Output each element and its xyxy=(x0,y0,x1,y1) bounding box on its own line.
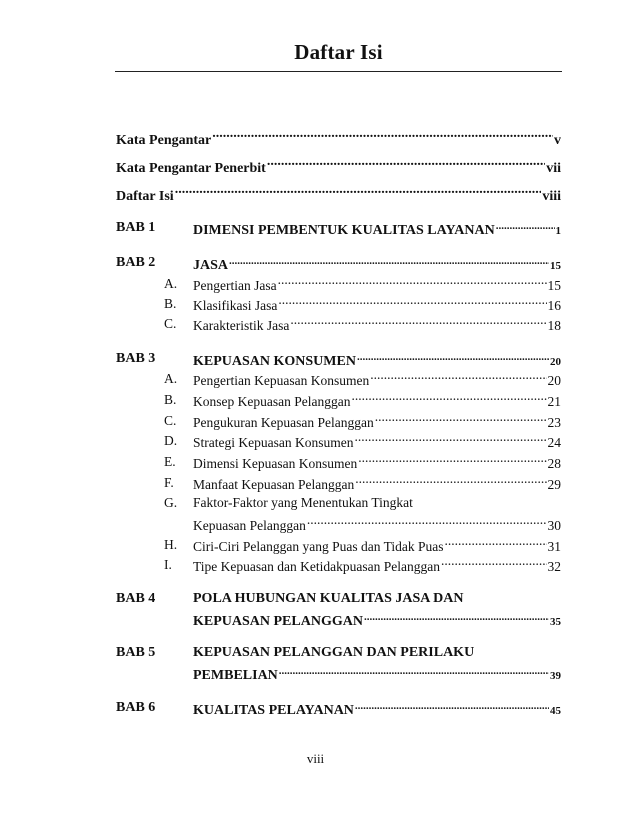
chapter-title: JASA xyxy=(193,258,229,273)
chapter-page: 15 xyxy=(550,260,561,272)
toc-section[interactable] xyxy=(193,413,561,431)
leader-dots xyxy=(496,220,555,234)
section-letter: F. xyxy=(164,475,174,490)
toc-entry-daftar-isi[interactable] xyxy=(116,186,561,205)
toc-entry-page: viii xyxy=(542,189,561,204)
toc-entry-label: Kata Pengantar Penerbit xyxy=(116,161,266,176)
section-title: Dimensi Kepuasan Konsumen xyxy=(193,455,358,471)
section-title-line2: Kepuasan Pelanggan xyxy=(193,517,306,533)
leader-dots xyxy=(175,186,542,200)
section-page: 20 xyxy=(547,372,561,388)
section-letter: A. xyxy=(164,276,178,291)
leader-dots xyxy=(278,296,546,310)
leader-dots xyxy=(355,700,549,714)
chapter-title-line2: KEPUASAN PELANGGAN xyxy=(193,614,363,629)
leader-dots xyxy=(267,158,545,172)
leader-dots xyxy=(370,371,546,385)
leader-dots xyxy=(357,351,549,365)
section-page: 28 xyxy=(547,455,561,471)
section-letter: I. xyxy=(164,557,172,572)
section-title-line1: Faktor-Faktor yang Menentukan Tingkat xyxy=(193,495,413,510)
toc-section[interactable] xyxy=(193,475,561,493)
leader-dots xyxy=(354,433,546,447)
chapter-page: 20 xyxy=(550,356,561,368)
leader-dots xyxy=(212,130,553,144)
toc-section[interactable] xyxy=(193,371,561,389)
toc-entry-kata-pengantar-penerbit[interactable] xyxy=(116,158,561,177)
section-title: Pengertian Kepuasan Konsumen xyxy=(193,372,370,388)
toc-section[interactable] xyxy=(193,433,561,451)
section-page: 24 xyxy=(547,434,561,450)
chapter-number: BAB 6 xyxy=(116,700,156,715)
toc-section[interactable] xyxy=(193,557,561,575)
section-title: Strategi Kepuasan Konsumen xyxy=(193,434,354,450)
toc-chapter-6[interactable] xyxy=(193,700,561,719)
section-letter: E. xyxy=(164,454,176,469)
section-page: 30 xyxy=(547,517,561,533)
section-page: 21 xyxy=(547,393,561,409)
section-title: Pengukuran Kepuasan Pelanggan xyxy=(193,414,374,430)
chapter-title: DIMENSI PEMBENTUK KUALITAS LAYANAN xyxy=(193,223,495,238)
leader-dots xyxy=(358,454,546,468)
toc-section[interactable] xyxy=(193,392,561,410)
leader-dots xyxy=(355,475,546,489)
page-title: Daftar Isi xyxy=(294,40,383,64)
toc-chapter-1[interactable] xyxy=(193,220,561,239)
toc-entry-label: Daftar Isi xyxy=(116,189,174,204)
section-title: Tipe Kepuasan dan Ketidakpuasan Pelanggan xyxy=(193,558,440,574)
leader-dots xyxy=(375,413,547,427)
title-underline xyxy=(115,71,562,72)
chapter-number: BAB 1 xyxy=(116,220,156,235)
chapter-title: KUALITAS PELAYANAN xyxy=(193,703,354,718)
leader-dots xyxy=(441,557,547,571)
toc-section[interactable] xyxy=(193,537,561,555)
leader-dots xyxy=(351,392,546,406)
section-page: 18 xyxy=(547,317,561,333)
toc-section[interactable] xyxy=(193,454,561,472)
chapter-title-line1: POLA HUBUNGAN KUALITAS JASA DAN xyxy=(193,591,464,606)
section-letter: D. xyxy=(164,433,178,448)
section-page: 16 xyxy=(547,297,561,313)
page-number: viii xyxy=(306,751,325,766)
section-page: 31 xyxy=(547,538,561,554)
leader-dots xyxy=(278,276,547,290)
section-title: Klasifikasi Jasa xyxy=(193,297,278,313)
section-letter: G. xyxy=(164,495,178,510)
toc-chapter-5[interactable] xyxy=(193,665,561,684)
section-letter: C. xyxy=(164,316,177,331)
section-page: 15 xyxy=(547,277,561,293)
leader-dots xyxy=(445,537,547,551)
toc-entry-page: v xyxy=(554,133,561,148)
chapter-page: 1 xyxy=(555,225,561,237)
toc-entry-page: vii xyxy=(546,161,561,176)
section-title: Konsep Kepuasan Pelanggan xyxy=(193,393,351,409)
chapter-number: BAB 5 xyxy=(116,645,156,660)
section-title: Ciri-Ciri Pelanggan yang Puas dan Tidak Puas xyxy=(193,538,444,554)
toc-section[interactable] xyxy=(193,516,561,534)
chapter-number: BAB 2 xyxy=(116,255,156,270)
leader-dots xyxy=(229,255,549,269)
chapter-page: 45 xyxy=(550,705,561,717)
section-title: Karakteristik Jasa xyxy=(193,317,290,333)
section-letter: A. xyxy=(164,371,178,386)
chapter-title: KEPUASAN KONSUMEN xyxy=(193,354,356,369)
toc-chapter-2[interactable] xyxy=(193,255,561,274)
chapter-number: BAB 4 xyxy=(116,591,156,606)
leader-dots xyxy=(364,611,549,625)
section-letter: B. xyxy=(164,296,177,311)
section-title: Manfaat Kepuasan Pelanggan xyxy=(193,476,355,492)
toc-section[interactable] xyxy=(193,276,561,294)
toc-chapter-3[interactable] xyxy=(193,351,561,370)
chapter-page: 35 xyxy=(550,616,561,628)
leader-dots xyxy=(307,516,547,530)
section-letter: H. xyxy=(164,537,178,552)
toc-section[interactable] xyxy=(193,296,561,314)
toc-section[interactable] xyxy=(193,316,561,334)
toc-entry-label: Kata Pengantar xyxy=(116,133,212,148)
leader-dots xyxy=(279,665,549,679)
chapter-page: 39 xyxy=(550,670,561,682)
chapter-number: BAB 3 xyxy=(116,351,156,366)
section-letter: C. xyxy=(164,413,177,428)
chapter-title-line2: PEMBELIAN xyxy=(193,668,278,683)
toc-chapter-4[interactable] xyxy=(193,611,561,630)
section-title: Pengertian Jasa xyxy=(193,277,277,293)
chapter-title-line1: KEPUASAN PELANGGAN DAN PERILAKU xyxy=(193,645,475,660)
section-letter: B. xyxy=(164,392,177,407)
toc-entry-kata-pengantar[interactable] xyxy=(116,130,561,149)
section-page: 32 xyxy=(547,558,561,574)
section-page: 23 xyxy=(547,414,561,430)
section-page: 29 xyxy=(547,476,561,492)
leader-dots xyxy=(290,316,546,330)
